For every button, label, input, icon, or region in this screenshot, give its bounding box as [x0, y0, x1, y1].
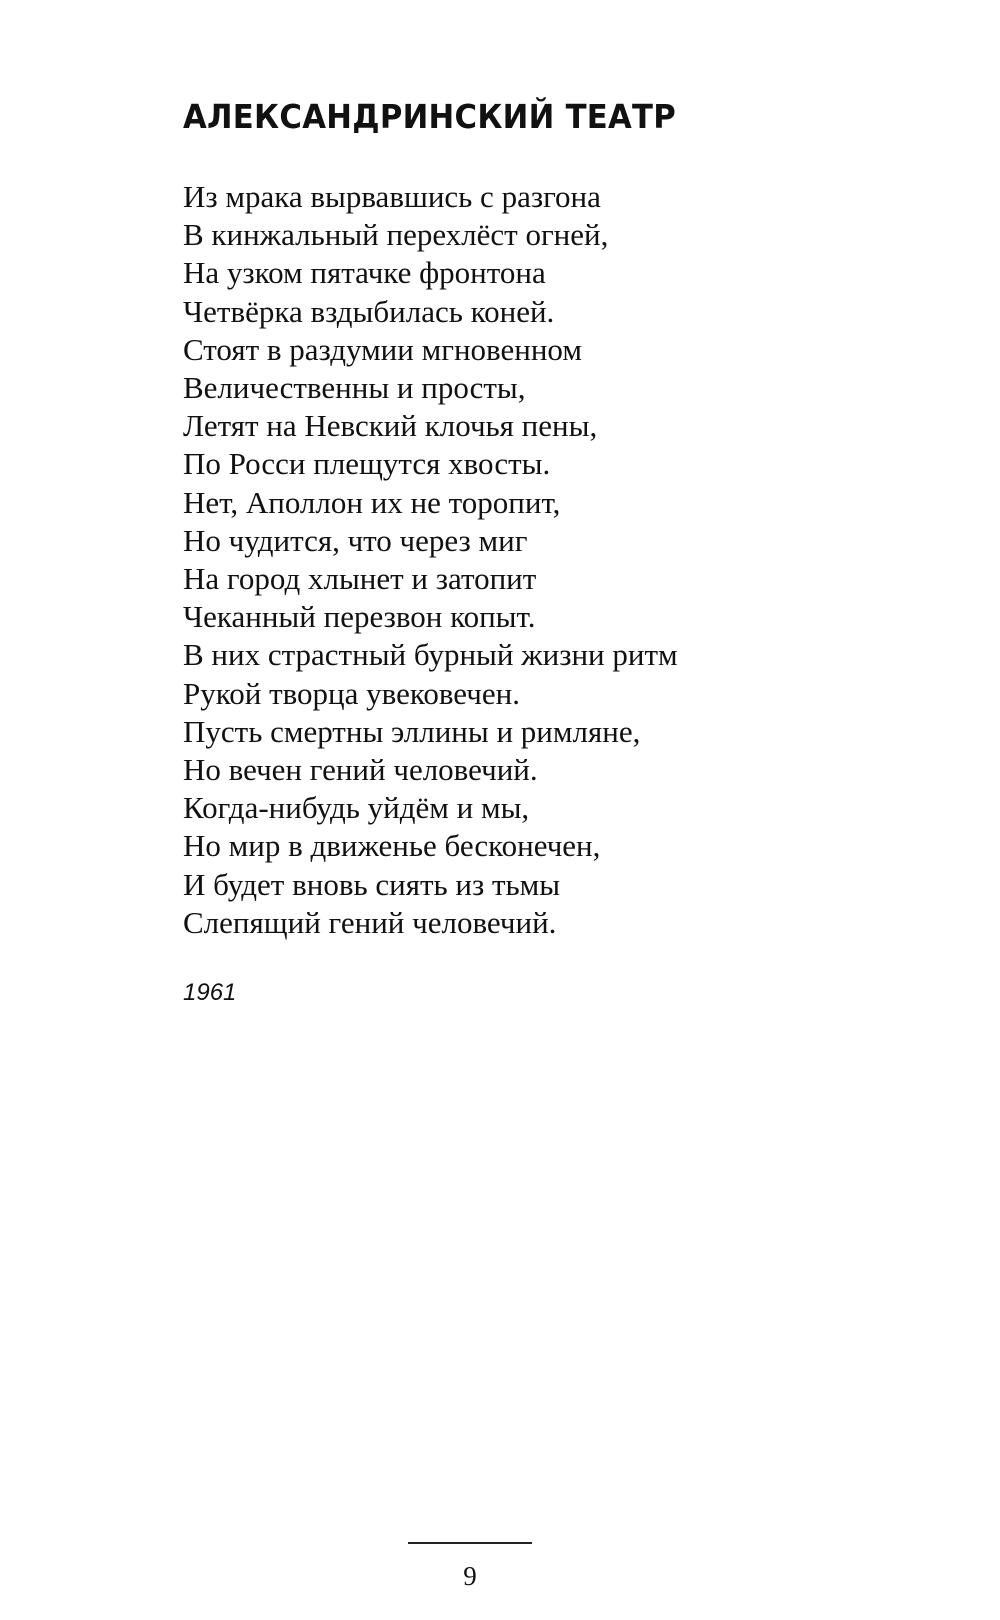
poem-date: 1961: [183, 979, 237, 1006]
page-number: 9: [463, 1561, 477, 1591]
poem-line: На узком пятачке фронтона: [183, 255, 546, 291]
poem-line: В них страстный бурный жизни ритм: [183, 637, 678, 673]
poem-line: Но чудится, что через миг: [183, 522, 528, 558]
poem-line: Из мрака вырвавшись с разгона: [183, 179, 601, 214]
poem-line: Когда-нибудь уйдём и мы,: [183, 790, 530, 826]
poem-line: В кинжальный перехлёст огней,: [183, 217, 609, 253]
poem-body: [183, 178, 678, 942]
poem-line: По Росси плещутся хвосты.: [183, 446, 551, 482]
poem-line: Летят на Невский клочья пены,: [183, 408, 598, 444]
poem-line: Нет, Аполлон их не торопит,: [183, 484, 561, 520]
poem-line: Но вечен гений человечий.: [183, 752, 538, 788]
poem-line: Четвёрка вздыбилась коней.: [183, 293, 555, 329]
footer-divider: [408, 1542, 532, 1544]
poem-line: Слепящий гений человечий.: [183, 904, 557, 940]
poem-line: Величественны и просты,: [183, 370, 526, 406]
poem-line: Стоят в раздумии мгновенном: [183, 331, 582, 367]
poem-line: Но мир в движенье бесконечен,: [183, 828, 601, 864]
poem-line: И будет вновь сиять из тьмы: [183, 866, 561, 902]
poem-line: Пусть смертны эллины и римляне,: [183, 713, 641, 749]
poem-line: Чеканный перезвон копыт.: [183, 599, 536, 635]
poem-line: На город хлынет и затопит: [183, 561, 537, 597]
poem-line: Рукой творца увековечен.: [183, 675, 520, 711]
poem-title: АЛЕКСАНДРИНСКИЙ ТЕАТР: [183, 97, 677, 136]
